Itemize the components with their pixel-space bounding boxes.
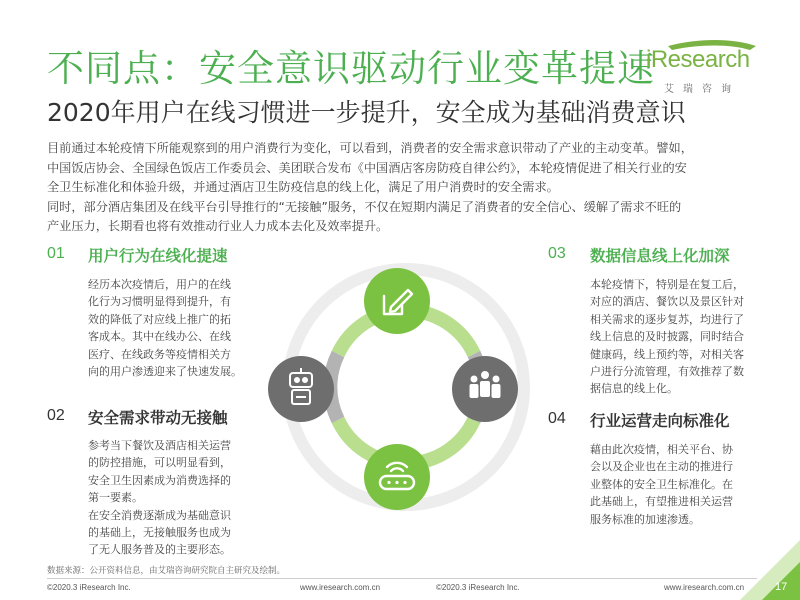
node-right bbox=[452, 356, 518, 422]
footer-divider bbox=[47, 578, 757, 579]
section-number-04: 04 bbox=[548, 410, 566, 427]
section-line: 此基础上，有望推进相关运营 bbox=[590, 495, 733, 509]
section-title-01: 用户行为在线化提速 bbox=[88, 247, 228, 265]
page-title: 不同点：安全意识驱动行业变革提速 bbox=[47, 47, 655, 90]
intro-line: 同时，部分酒店集团及在线平台引导推行的“无接触”服务，不仅在短期内满足了消费者的安全信心、缓解了需求不旺的 bbox=[47, 199, 682, 214]
section-line: 的防控措施，可以明显看到， bbox=[88, 456, 231, 470]
node-left bbox=[268, 356, 334, 422]
node-bottom bbox=[364, 444, 430, 510]
section-title-03: 数据信息线上化加深 bbox=[590, 247, 730, 265]
section-line: 在安全消费逐渐成为基础意识 bbox=[88, 508, 231, 522]
section-line: 向的用户渗透迎来了快速发展。 bbox=[88, 365, 242, 379]
node-top bbox=[364, 268, 430, 334]
page-subtitle: 2020年用户在线习惯进一步提升，安全成为基础消费意识 bbox=[47, 98, 686, 127]
section-body-03 bbox=[590, 276, 744, 398]
footer-copyright-left: ©2020.3 iResearch Inc. bbox=[47, 583, 131, 592]
section-body-01 bbox=[88, 276, 242, 380]
section-line: 化行为习惯明显得到提升，有 bbox=[88, 295, 231, 309]
logo-subtext: 艾瑞咨询 bbox=[664, 84, 740, 95]
cycle-diagram bbox=[256, 262, 556, 562]
iresearch-logo bbox=[638, 40, 760, 96]
page-number: 17 bbox=[775, 581, 788, 593]
intro-line: 全卫生标准化和体验升级，并通过酒店卫生防疫信息的线上化，满足了用户消费时的安全需求。 bbox=[47, 180, 559, 195]
section-title-02: 安全需求带动无接触 bbox=[88, 409, 228, 427]
section-number-01: 01 bbox=[47, 245, 65, 262]
section-line: 本轮疫情下，特别是在复工后， bbox=[590, 278, 744, 291]
section-line: 会以及企业也在主动的推进行 bbox=[590, 460, 733, 474]
footer-url-right: www.iresearch.com.cn bbox=[664, 583, 745, 592]
section-line: 相关需求的逐步复苏，均进行了 bbox=[590, 312, 744, 326]
intro-line: 中国饭店协会、全国绿色饭店工作委员会、美团联合发布《中国酒店客房防疫自律公约》，本轮疫情促进了相关行业的安 bbox=[47, 160, 687, 175]
logo-wordmark: iResearch bbox=[646, 46, 750, 73]
section-line: 了无人服务普及的主要形态。 bbox=[88, 543, 231, 557]
section-line: 的基础上，无接触服务也成为 bbox=[88, 526, 231, 540]
section-line: 户进行分流管理，有效推荐了数 bbox=[590, 365, 744, 379]
section-line: 医疗、在线政务等疫情相关方 bbox=[88, 347, 231, 361]
section-line: 第一要素。 bbox=[88, 491, 143, 505]
section-line: 线上信息的及时披露，同时结合 bbox=[590, 330, 744, 344]
intro-paragraph bbox=[47, 139, 757, 237]
section-line: 客成本。其中在线办公、在线 bbox=[88, 330, 231, 344]
section-line: 经历本次疫情后，用户的在线 bbox=[88, 278, 231, 291]
section-body-04 bbox=[590, 441, 733, 528]
section-number-02: 02 bbox=[47, 407, 65, 424]
footer-copyright-right: ©2020.3 iResearch Inc. bbox=[436, 583, 520, 592]
footer-url-left: www.iresearch.com.cn bbox=[300, 583, 381, 592]
section-line: 对应的酒店、餐饮以及景区针对 bbox=[590, 295, 744, 309]
section-line: 效的降低了对应线上推广的拓 bbox=[88, 312, 231, 326]
intro-line: 产业压力，长期看也将有效推动行业人力成本去化及效率提升。 bbox=[47, 219, 389, 234]
section-line: 安全卫生因素成为消费选择的 bbox=[88, 473, 231, 487]
data-source-note: 数据来源：公开资料信息，由艾瑞咨询研究院自主研究及绘制。 bbox=[47, 566, 286, 576]
section-title-04: 行业运营走向标准化 bbox=[590, 412, 730, 430]
section-line: 健康码，线上预约等，对相关客 bbox=[590, 347, 744, 361]
intro-line: 目前通过本轮疫情下所能观察到的用户消费行为变化，可以看到，消费者的安全需求意识带动了产业的主动变革。譬如， bbox=[47, 141, 693, 155]
section-line: 据信息的线上化。 bbox=[590, 382, 678, 396]
section-number-03: 03 bbox=[548, 245, 566, 262]
section-line: 服务标准的加速渗透。 bbox=[590, 512, 700, 526]
section-line: 参考当下餐饮及酒店相关运营 bbox=[88, 439, 231, 452]
section-line: 藉由此次疫情，相关平台、协 bbox=[590, 443, 733, 456]
section-line: 业整体的安全卫生标准化。在 bbox=[590, 477, 733, 491]
section-body-02 bbox=[88, 437, 231, 559]
